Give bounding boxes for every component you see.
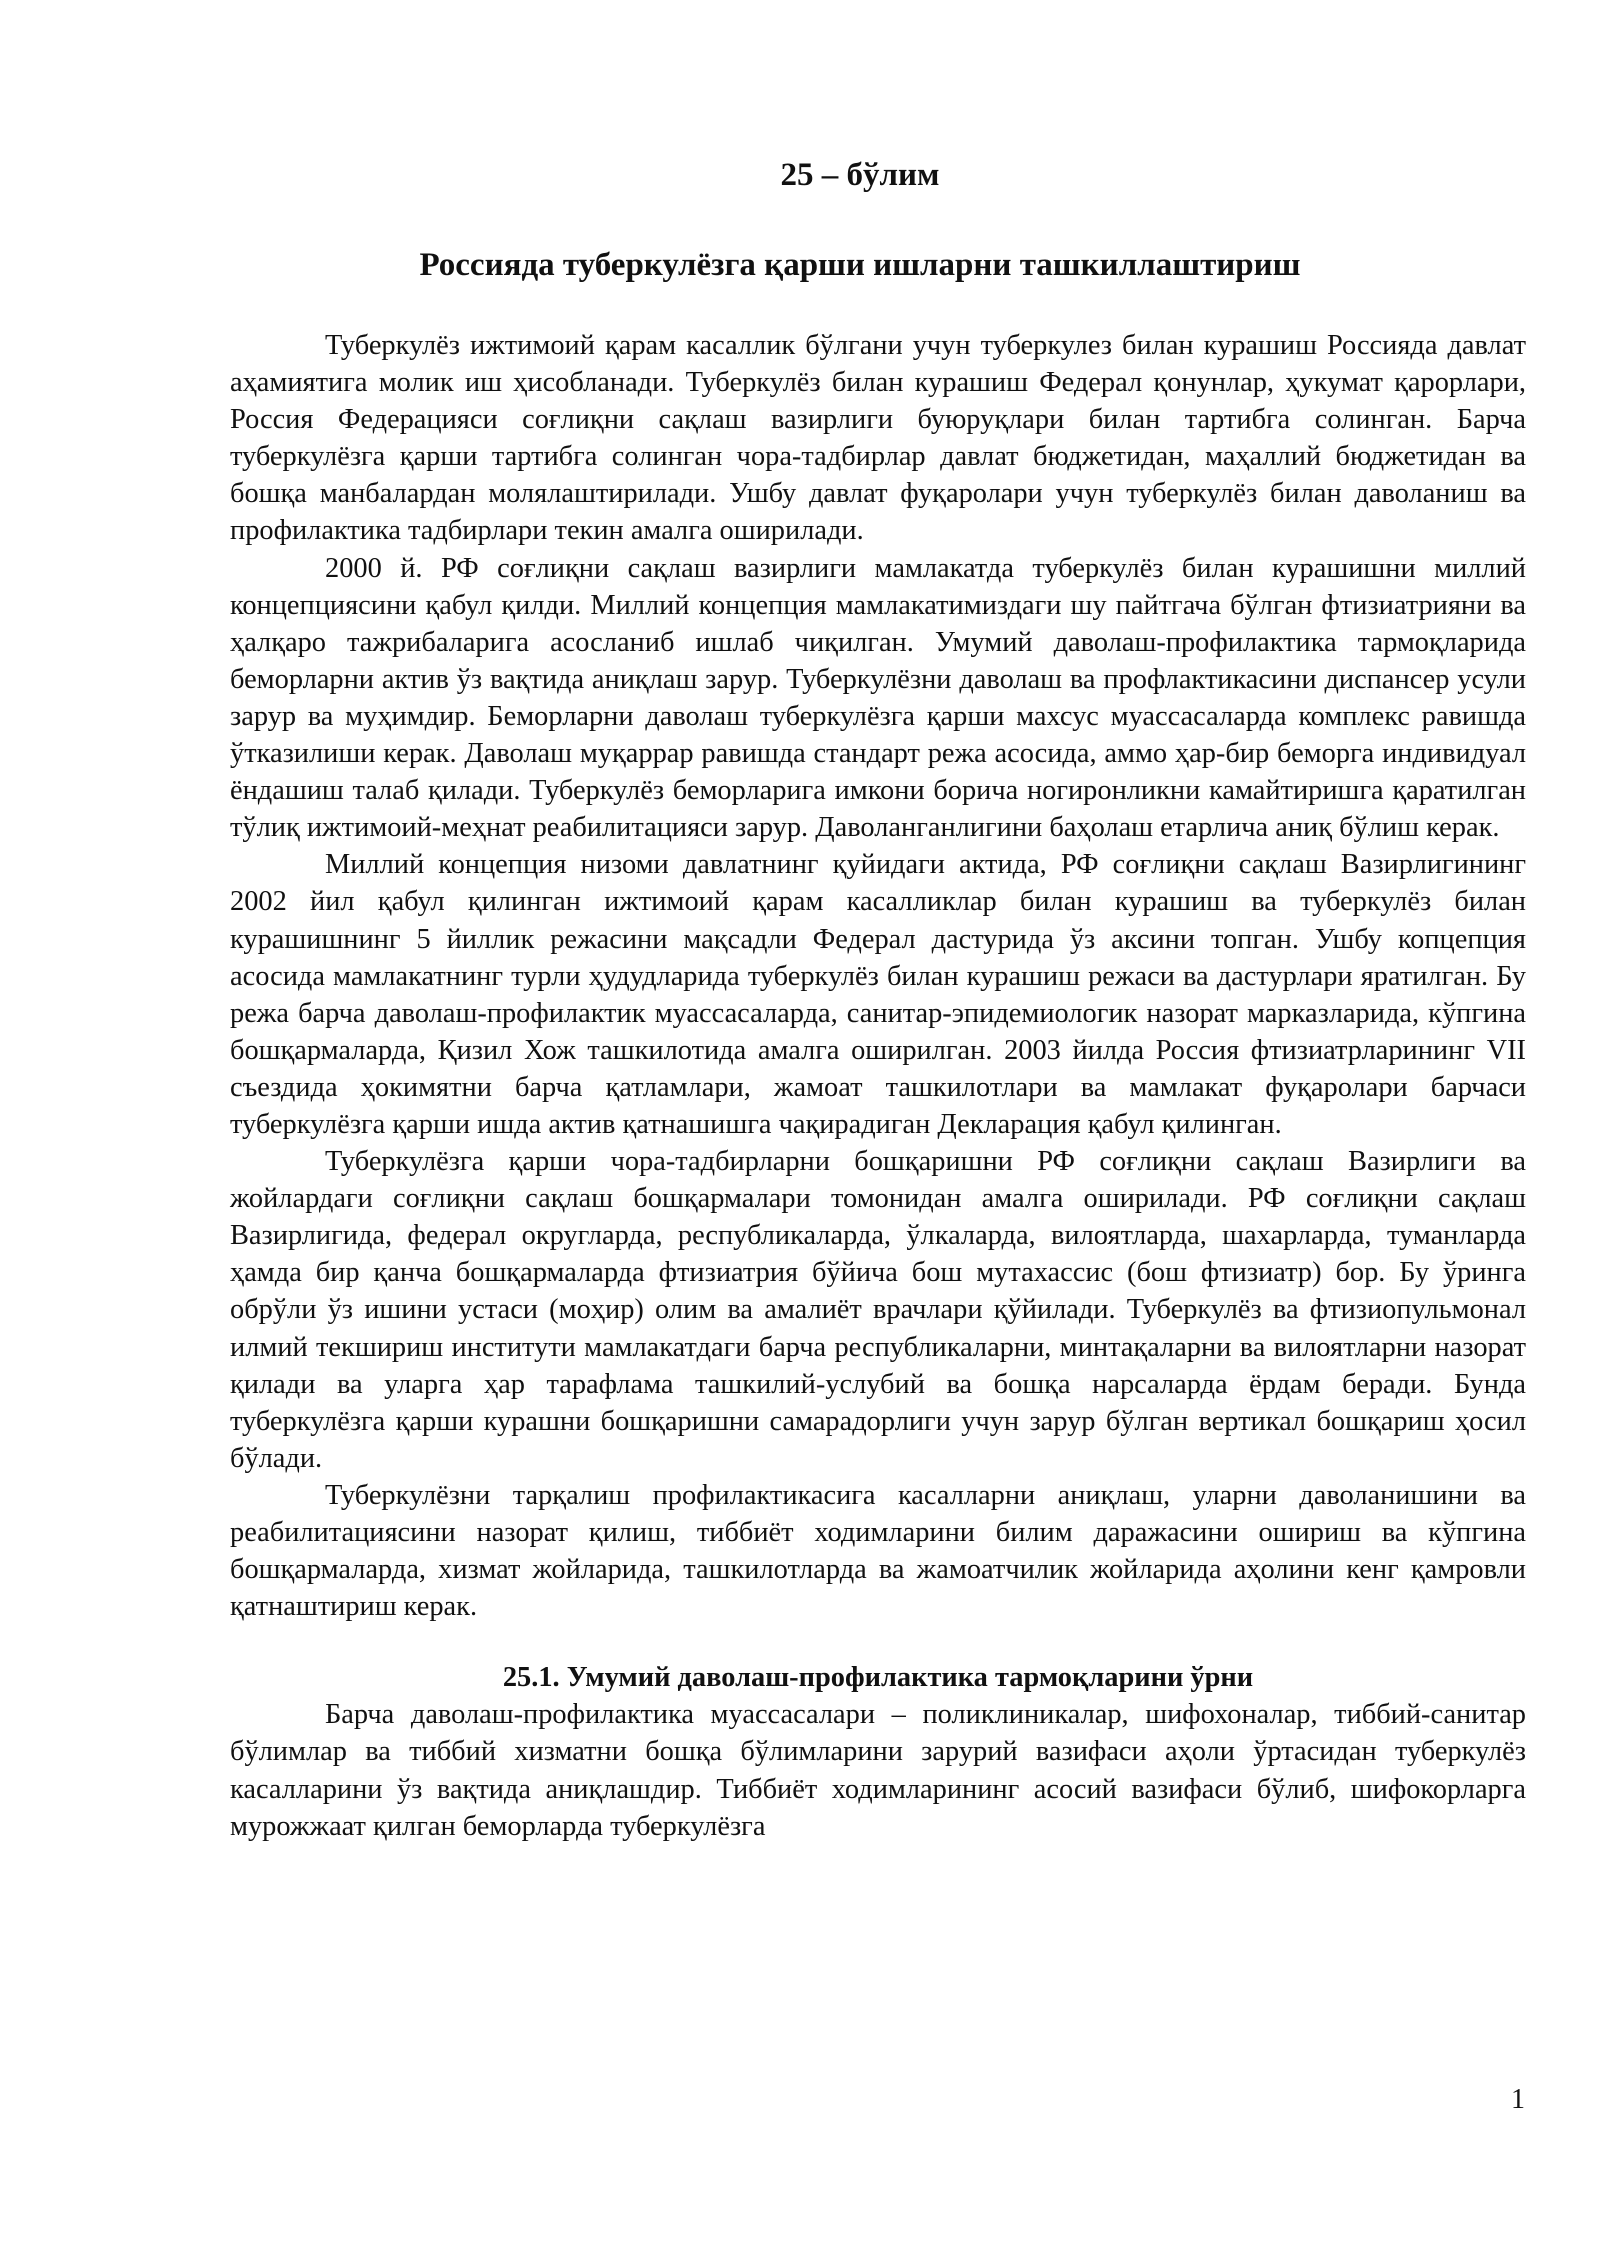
chapter-number: 25 – бўлим <box>780 157 940 193</box>
paragraph: 2000 й. РФ соғлиқни сақлаш вазирлиги мамлакатда туберкулёз билан курашишни миллий концепциясини қабул қилди. Миллий концепция мамлакатимиздаги шу пайтгача бўлган фтизиатрияни ва ҳалқаро тажрибаларига асосланиб ишлаб чиқилган. Умумий даволаш-профилактика тармоқларида беморларни актив ўз вақтида аниқлаш зарур. Туберкулёзни даволаш ва профлактикасини диспансер усули зарур ва муҳимдир. Беморларни даволаш туберкулёзга қарши махсус муассасаларда комплекс равишда ўтказилиши керак. Даволаш муқаррар равишда стандарт режа асосида, аммо ҳар-бир беморга индивидуал ёндашиш талаб қилади. Туберкулёз беморларига имкони борича ногиронликни камайтиришга қаратилган тўлиқ ижтимоий-меҳнат реабилитацияси зарур. Даволанганлигини баҳолаш етарлича аниқ бўлиш керак. <box>230 552 1526 844</box>
page-number: 1 <box>1511 2084 1525 2115</box>
paragraph: Туберкулёз ижтимоий қарам касаллик бўлгани учун туберкулез билан курашиш Россияда давлат аҳамиятига молик иш ҳисобланади. Туберкулёз билан курашиш Федерал қонунлар, ҳукумат қарорлари, Россия Федерацияси соғлиқни сақлаш вазирлиги буюруқлари билан тартибга солинган. Барча туберкулёзга қарши тартибга солинган чора-тадбирлар давлат бюджетидан, маҳаллий бюджетидан ва бошқа манбалардан молялаштирилади. Ушбу давлат фуқаролари учун туберкулёз билан даволаниш ва профилактика тадбирлари текин амалга оширилади. <box>230 330 1526 547</box>
paragraph: Туберкулёзга қарши чора-тадбирларни бошқаришни РФ соғлиқни сақлаш Вазирлиги ва жойлардаги соғлиқни сақлаш бошқармалари томонидан амалга оширилади. РФ соғлиқни сақлаш Вазирлигида, федерал округларда, республикаларда, ўлкаларда, вилоятларда, шахарларда, туманларда ҳамда бир қанча бошқармаларда фтизиатрия бўйича бош мутахассис (бош фтизиатр) бор. Бу ўринга обрўли ўз ишини устаси (моҳир) олим ва амалиёт врачлари қўйилади. Туберкулёз ва фтизиопульмонал илмий текшириш институти мамлакатдаги барча республикаларни, минтақаларни ва вилоятларни назорат қилади ва уларга ҳар тарафлама ташкилий-услубий ва бошқа нарсаларда ёрдам беради. Бунда туберкулёзга қарши курашни бошқаришни самарадорлиги учун зарур бўлган вертикал бошқариш ҳосил бўлади. <box>230 1146 1526 1474</box>
section-paragraph: Барча даволаш-профилактика муассасалари – поликлиникалар, шифохоналар, тиббий-санитар бўлимлар ва тиббий хизматни бошқа бўлимларини зарурий вазифаси аҳоли ўртасидан туберкулёз касалларини ўз вақтида аниқлашдир. Тиббиёт ходимларининг асосий вазифаси бўлиб, шифокорларга мурожжаат қилган беморларда туберкулёзга <box>230 1699 1526 1842</box>
paragraph: Миллий концепция низоми давлатнинг қуйидаги актида, РФ соғлиқни сақлаш Вазирлигининг 2002 йил қабул қилинган ижтимоий қарам касалликлар билан курашиш ва туберкулёз билан курашишнинг 5 йиллик режасини мақсадли Федерал дастурида ўз аксини топган. Ушбу копцепция асосида мамлакатнинг турли ҳудудларида туберкулёз билан курашиш режаси ва дастурлари яратилган. Бу режа барча даволаш-профилактик муассасаларда, санитар-эпидемиологик назорат марказларида, кўпгина бошқармаларда, Қизил Хож ташкилотида амалга оширилган. 2003 йилда Россия фтизиатрларининг VII съездида ҳокимятни барча қатламлари, жамоат ташкилотлари ва мамлакат фуқаролари барчаси туберкулёзга қарши ишда актив қатнашишга чақирадиган Декларация қабул қилинган. <box>230 849 1526 1140</box>
chapter-title: Россияда туберкулёзга қарши ишларни ташкиллаштириш <box>419 247 1301 283</box>
paragraph: Туберкулёзни тарқалиш профилактикасига касалларни аниқлаш, уларни даволанишини ва реабилитациясини назорат қилиш, тиббиёт ходимларини билим даражасини ошириш ва кўпгина бошқармаларда, хизмат жойларида, ташкилотларда ва жамоатчилик жойларида аҳолини кенг қамровли қатнаштириш керак. <box>230 1479 1526 1623</box>
document-body <box>230 327 1526 1845</box>
section-heading: 25.1. Умумий даволаш-профилактика тармоқларини ўрни <box>502 1662 1254 1694</box>
